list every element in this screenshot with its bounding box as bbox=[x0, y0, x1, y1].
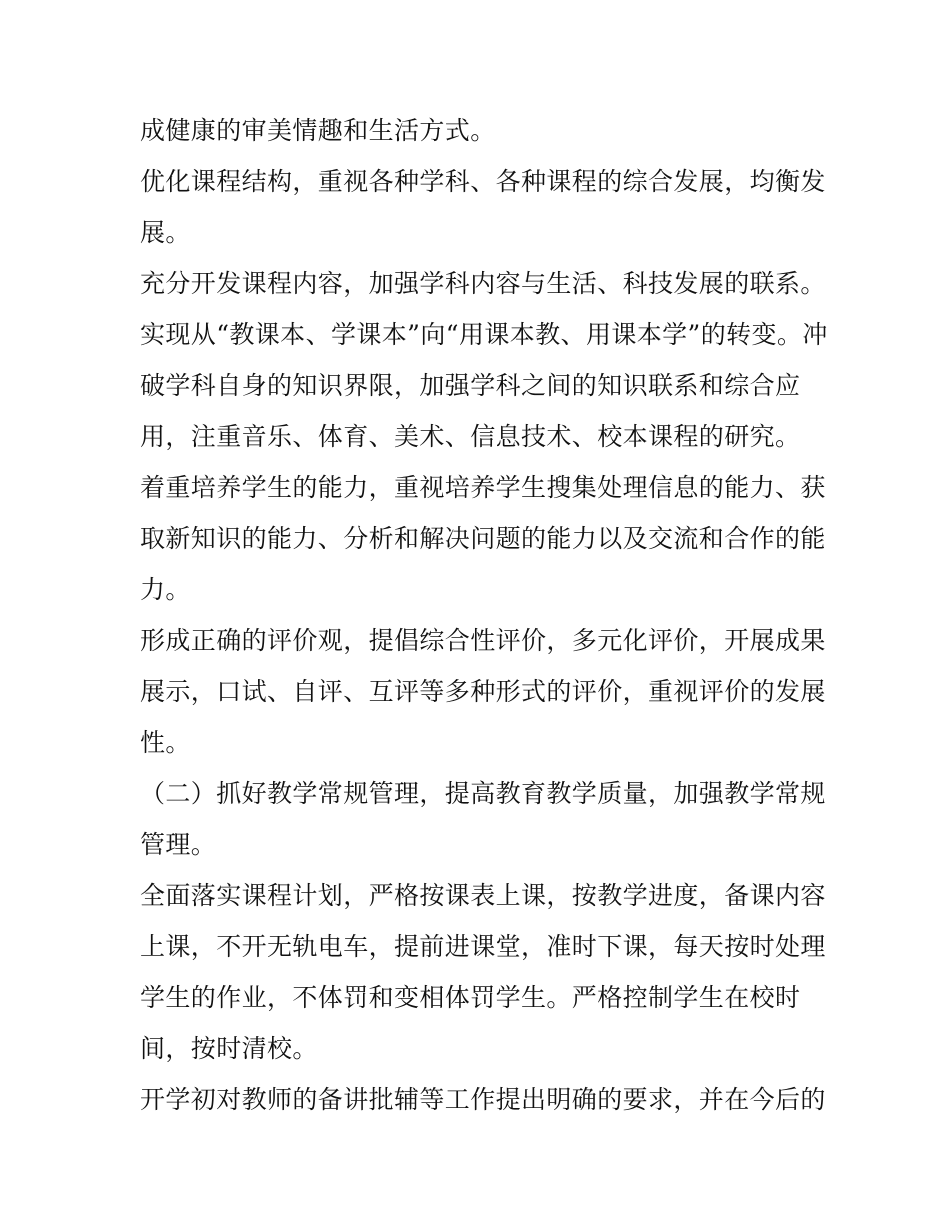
text-line: 力。 bbox=[140, 575, 191, 604]
text-line: 形成正确的评价观，提倡综合性评价，多元化评价，开展成果 bbox=[140, 626, 826, 655]
text-line: 开学初对教师的备讲批辅等工作提出明确的要求，并在今后的 bbox=[140, 1085, 826, 1114]
text-line: 充分开发课程内容，加强学科内容与生活、科技发展的联系。 bbox=[140, 269, 826, 298]
text-line: 用，注重音乐、体育、美术、信息技术、校本课程的研究。 bbox=[140, 422, 801, 451]
text-line: 上课，不开无轨电车，提前进课堂，准时下课，每天按时处理 bbox=[140, 932, 826, 961]
text-line: 取新知识的能力、分析和解决问题的能力以及交流和合作的能 bbox=[140, 524, 826, 553]
document-body bbox=[140, 105, 828, 1125]
text-line: 全面落实课程计划，严格按课表上课，按教学进度，备课内容 bbox=[140, 881, 826, 910]
paragraph-aesthetic-lifestyle bbox=[140, 105, 820, 156]
paragraph-section-heading-2 bbox=[140, 768, 826, 870]
paragraph-textbook-shift bbox=[140, 309, 828, 462]
text-line: 间，按时清校。 bbox=[140, 1034, 318, 1063]
paragraph-teacher-requirements bbox=[140, 1074, 826, 1125]
paragraph-student-ability bbox=[140, 462, 826, 615]
paragraph-evaluation bbox=[140, 615, 826, 768]
text-line: 优化课程结构，重视各种学科、各种课程的综合发展，均衡发 bbox=[140, 167, 826, 196]
text-line: 学生的作业，不体罚和变相体罚学生。严格控制学生在校时 bbox=[140, 983, 801, 1012]
text-line: 展。 bbox=[140, 218, 191, 247]
text-line: 成健康的审美情趣和生活方式。 bbox=[140, 116, 496, 145]
text-line: （二）抓好教学常规管理，提高教育教学质量，加强教学常规 bbox=[140, 779, 826, 808]
text-line: 着重培养学生的能力，重视培养学生搜集处理信息的能力、获 bbox=[140, 473, 826, 502]
text-line: 实现从“教课本、学课本”向“用课本教、用课本学”的转变。冲 bbox=[140, 320, 828, 349]
text-line: 管理。 bbox=[140, 830, 217, 859]
paragraph-curriculum-plan bbox=[140, 870, 826, 1074]
text-line: 性。 bbox=[140, 728, 191, 757]
paragraph-curriculum-structure bbox=[140, 156, 826, 258]
text-line: 破学科自身的知识界限，加强学科之间的知识联系和综合应 bbox=[140, 371, 801, 400]
text-line: 展示，口试、自评、互评等多种形式的评价，重视评价的发展 bbox=[140, 677, 826, 706]
paragraph-course-content bbox=[140, 258, 826, 309]
